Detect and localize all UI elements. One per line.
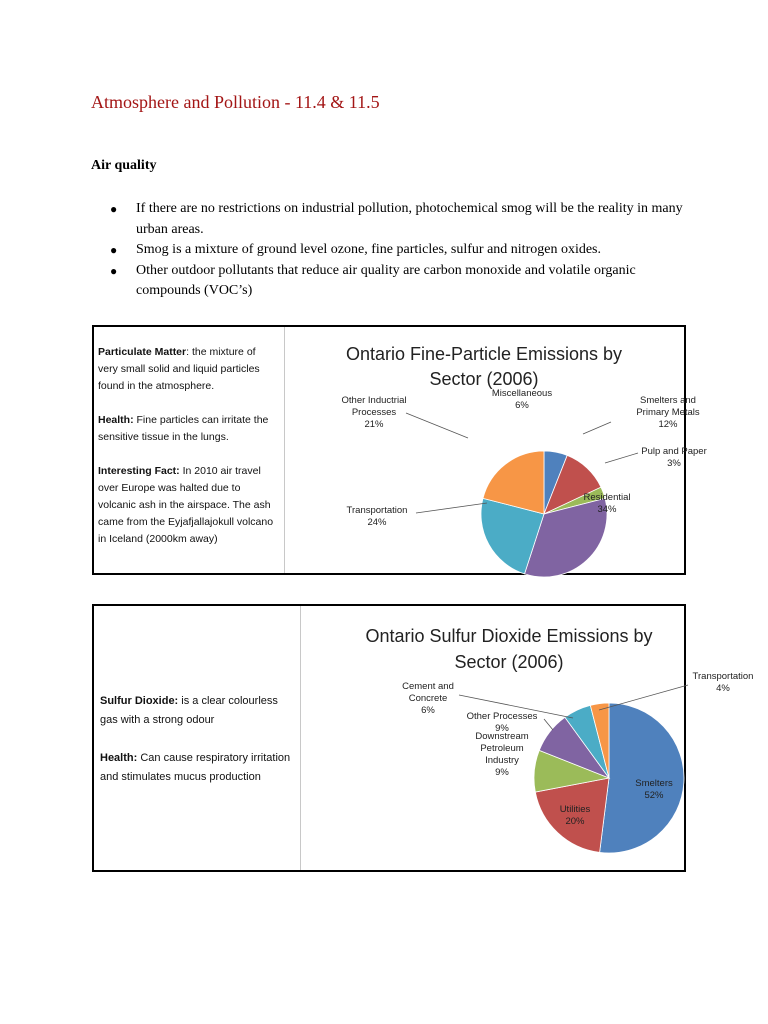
note-term: Particulate Matter — [98, 346, 187, 358]
bullet-icon: ● — [110, 243, 118, 257]
sulfur-dioxide-pie-chart — [301, 606, 754, 870]
note-text: In 2010 air travel over Europe was halted due to volcanic ash in the airspace. The ash came from the Eyjafjallajokull volcano in Iceland (2000km away) — [98, 465, 274, 545]
slice-name-label: Cement and — [402, 681, 454, 692]
slice-leader-line — [605, 453, 638, 463]
note-particulate-matter — [98, 344, 278, 395]
note-health — [98, 412, 278, 446]
bullet-item — [110, 261, 690, 302]
slice-value-label: 3% — [667, 458, 681, 469]
slice-name-label: Other Inductrial — [341, 395, 407, 406]
slice-name-label: Other Processes — [466, 711, 538, 722]
bullet-text: Smog is a mixture of ground level ozone, fine particles, sulfur and nitrogen oxides. — [136, 242, 602, 257]
slice-name-label: Transportation — [692, 671, 754, 682]
sulfur-dioxide-notes — [100, 692, 296, 806]
note-text: Can cause respiratory irritation and stimulates mucus production — [100, 752, 291, 783]
slice-value-label: 12% — [658, 419, 678, 430]
bullet-icon: ● — [110, 263, 118, 278]
slice-name-label: Residential — [583, 492, 631, 503]
slice-leader-line — [416, 503, 487, 513]
slice-name-label: Utilities — [559, 804, 591, 815]
note-text: : the mixture of very small solid and liquid particles found in the atmosphere. — [98, 346, 260, 392]
document-title: Atmosphere and Pollution - 11.4 & 11.5 — [91, 92, 380, 112]
slice-value-label: 9% — [495, 767, 509, 778]
slice-leader-line — [583, 422, 611, 434]
bullet-text: Other outdoor pollutants that reduce air quality are carbon monoxide and volatile organic compounds (VOC’s) — [136, 262, 636, 298]
bullet-icon: ● — [110, 202, 118, 216]
slice-value-label: 6% — [421, 705, 435, 716]
slice-name-label: Concrete — [408, 693, 448, 704]
slice-name-label: Smelters and — [640, 395, 696, 406]
fine-particle-notes — [98, 344, 278, 565]
note-text: is a clear colourless gas with a strong odour — [100, 695, 278, 726]
note-term: Interesting Fact: — [98, 465, 180, 477]
slice-leader-line — [599, 685, 688, 710]
note-term: Health: — [100, 752, 138, 764]
slice-name-label: Industry — [485, 755, 519, 766]
note-interesting-fact — [98, 463, 278, 548]
slice-name-label: Smelters — [635, 778, 673, 789]
slice-name-label: Petroleum — [480, 743, 524, 754]
slice-value-label: 9% — [495, 723, 509, 734]
fine-particle-pie-chart — [285, 327, 707, 573]
slice-value-label: 24% — [367, 517, 387, 528]
bullet-item — [110, 199, 690, 240]
slice-name-label: Pulp and Paper — [641, 446, 707, 457]
note-term: Health: — [98, 414, 134, 426]
slice-leader-line — [544, 719, 553, 730]
note-term: Sulfur Dioxide: — [100, 695, 179, 707]
bullet-item — [110, 240, 690, 261]
chart-title-line: Sector (2006) — [429, 369, 539, 389]
slice-value-label: 52% — [644, 790, 664, 801]
slice-name-label: Primary Metals — [636, 407, 700, 418]
slice-value-label: 34% — [597, 504, 617, 515]
note-health — [100, 749, 296, 787]
slice-name-label: Miscellaneous — [491, 388, 553, 399]
bullet-text: If there are no restrictions on industrial pollution, photochemical smog will be the reality in many urban areas. — [136, 201, 683, 237]
fine-particle-panel — [92, 325, 707, 575]
slice-name-label: Processes — [351, 407, 397, 418]
slice-value-label: 6% — [515, 400, 529, 411]
slice-value-label: 21% — [364, 419, 384, 430]
slice-leader-line — [406, 413, 468, 438]
slice-name-label: Downstream — [475, 731, 529, 742]
note-sulfur-dioxide — [100, 692, 296, 730]
slice-name-label: Transportation — [346, 505, 408, 516]
chart-title-line: Ontario Sulfur Dioxide Emissions by — [365, 626, 653, 646]
sulfur-dioxide-panel — [92, 604, 754, 872]
chart-title-line: Ontario Fine-Particle Emissions by — [345, 344, 623, 364]
note-text: Fine particles can irritate the sensitive tissue in the lungs. — [98, 414, 269, 443]
section-heading: Air quality — [91, 158, 157, 173]
bullet-list — [110, 199, 690, 302]
slice-value-label: 4% — [716, 683, 730, 694]
chart-title-line: Sector (2006) — [454, 652, 564, 672]
slice-value-label: 20% — [565, 816, 585, 827]
